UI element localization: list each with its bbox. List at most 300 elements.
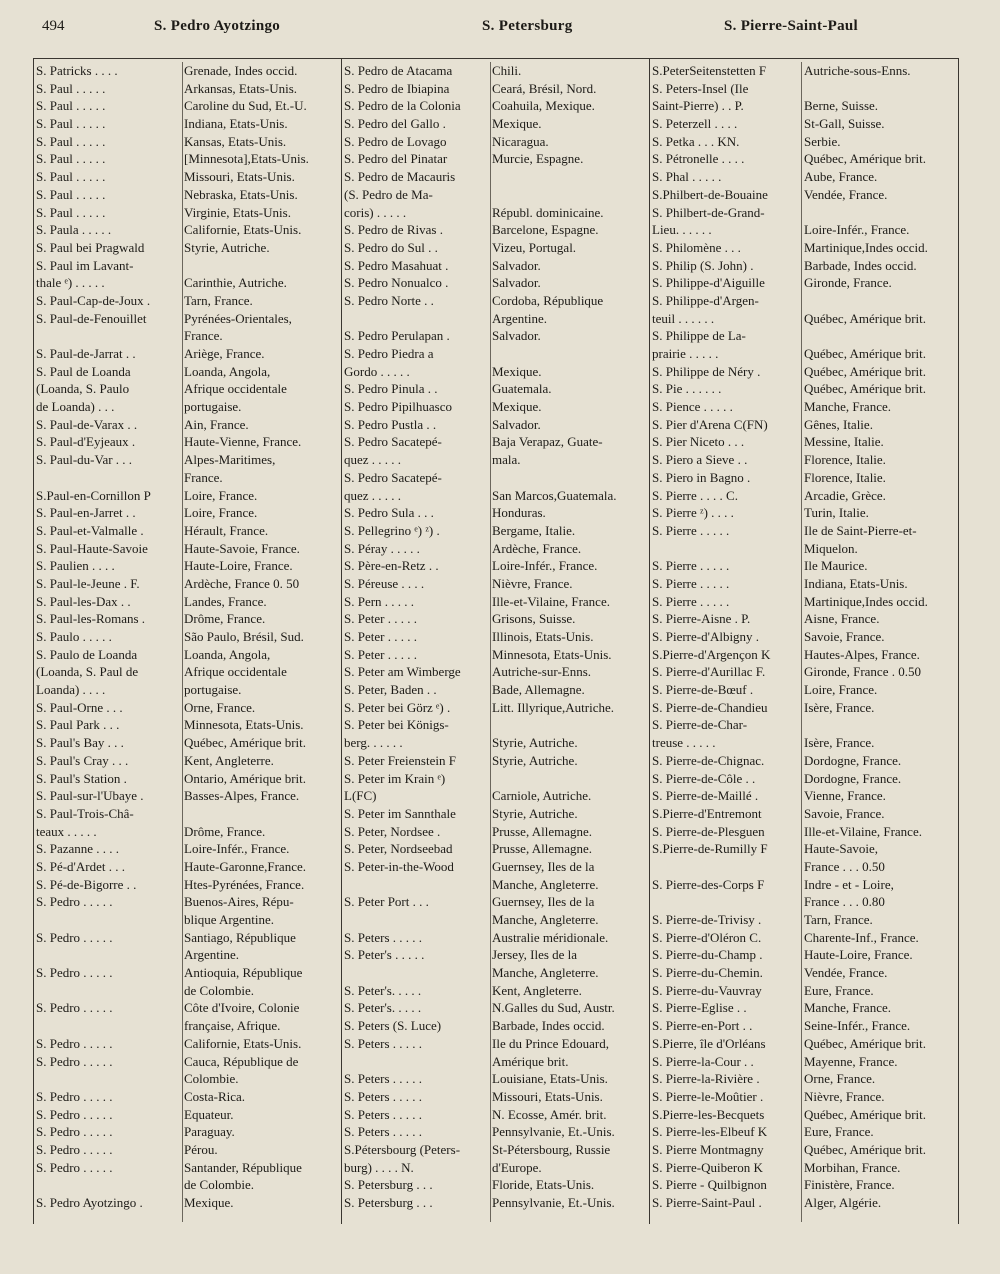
location: Manche, Angleterre. bbox=[492, 876, 599, 892]
place-name bbox=[36, 1070, 178, 1088]
location: Salvador. bbox=[492, 328, 541, 344]
location: Loire, France. bbox=[184, 505, 258, 521]
location bbox=[798, 716, 964, 734]
place-name: de Loanda) . . . bbox=[36, 399, 115, 415]
table-row bbox=[652, 893, 964, 911]
table-row bbox=[36, 257, 344, 275]
table-row bbox=[652, 823, 964, 841]
location: Québec, Amérique brit. bbox=[804, 310, 927, 326]
place-name bbox=[344, 1053, 486, 1071]
location: Manche, Angleterre. bbox=[492, 965, 599, 981]
location: Illinois, Etats-Unis. bbox=[492, 629, 594, 644]
table-row bbox=[36, 1176, 344, 1194]
location: Orne, France. bbox=[184, 699, 256, 715]
location: Dordogne, France. bbox=[804, 770, 902, 786]
location: Pennsylvanie, Et.-Unis. bbox=[492, 1195, 615, 1210]
location: Ille-et-Vilaine, France. bbox=[804, 823, 922, 839]
place-name: S. Peter Port . . . bbox=[344, 894, 429, 910]
table-row bbox=[344, 1053, 646, 1071]
place-name bbox=[652, 893, 798, 911]
table-row bbox=[652, 858, 964, 876]
table-row bbox=[344, 734, 646, 752]
place-name: S. Pierre-la-Cour . . bbox=[652, 1053, 754, 1069]
table-row bbox=[652, 575, 964, 593]
place-name bbox=[344, 876, 486, 894]
place-name: S. Peter . . . . . bbox=[344, 646, 417, 662]
table-row bbox=[36, 274, 344, 292]
table-row bbox=[652, 734, 964, 752]
place-name: S. Paul . . . . . bbox=[36, 98, 106, 114]
table-row bbox=[36, 681, 344, 699]
table-row bbox=[652, 186, 964, 204]
place-name: S. Paul-Orne . . . bbox=[36, 699, 123, 715]
location: Québec, Amérique brit. bbox=[184, 735, 307, 751]
place-name: S. Paul's Cray . . . bbox=[36, 752, 129, 768]
table-row bbox=[36, 575, 344, 593]
place-name: S.Paul-en-Cornillon P bbox=[36, 487, 151, 503]
table-row bbox=[652, 540, 964, 558]
table-row bbox=[652, 982, 964, 1000]
table-row bbox=[652, 469, 964, 487]
table-row bbox=[344, 805, 646, 823]
table-row bbox=[36, 380, 344, 398]
place-name: S. Pedro Sacatepé- bbox=[344, 434, 442, 450]
place-name: quez . . . . . bbox=[344, 487, 402, 503]
location: Californie, Etats-Unis. bbox=[184, 1035, 302, 1051]
place-name: S. Peter-in-the-Wood bbox=[344, 858, 454, 874]
table-row bbox=[652, 310, 964, 328]
table-row bbox=[652, 610, 964, 628]
location bbox=[486, 345, 646, 363]
table-row bbox=[652, 1194, 964, 1212]
location: Québec, Amérique brit. bbox=[804, 151, 927, 167]
table-row bbox=[36, 1123, 344, 1141]
place-name: S. Peter, Baden . . bbox=[344, 682, 437, 698]
place-name: S. Paul . . . . . bbox=[36, 133, 106, 149]
table-row bbox=[36, 663, 344, 681]
location: Jersey, Iles de la bbox=[492, 947, 578, 963]
place-name: S. Peters-Insel (Ile bbox=[652, 80, 749, 96]
place-name: S. Paula . . . . . bbox=[36, 222, 112, 238]
location: Minnesota, Etats-Unis. bbox=[492, 646, 612, 662]
table-row bbox=[36, 150, 344, 168]
location: Manche, France. bbox=[804, 1000, 891, 1016]
place-name bbox=[344, 911, 486, 929]
table-row bbox=[36, 1035, 344, 1053]
table-row bbox=[344, 593, 646, 611]
gazetteer-column-3 bbox=[652, 62, 964, 1212]
location: Ariège, France. bbox=[184, 346, 265, 361]
table-row bbox=[344, 380, 646, 398]
location: Florence, Italie. bbox=[804, 469, 886, 485]
location: Missouri, Etats-Unis. bbox=[492, 1088, 603, 1104]
location: Martinique,Indes occid. bbox=[804, 239, 928, 255]
table-row bbox=[652, 345, 964, 363]
table-row bbox=[652, 1106, 964, 1124]
location: Loire, France. bbox=[184, 487, 258, 503]
table-row bbox=[344, 522, 646, 540]
place-name: S. Philippe de Néry . bbox=[652, 363, 761, 379]
location: blique Argentine. bbox=[184, 912, 275, 927]
place-name: S. Paul im Lavant- bbox=[36, 257, 134, 273]
location: Chili. bbox=[492, 63, 522, 78]
location: France. bbox=[184, 328, 223, 344]
table-row bbox=[652, 433, 964, 451]
table-row bbox=[344, 62, 646, 80]
location: Seine-Infér., France. bbox=[804, 1018, 911, 1034]
place-name: S. Pedro Perulapan . bbox=[344, 328, 450, 344]
place-name bbox=[36, 469, 178, 487]
location: Santander, République bbox=[184, 1159, 302, 1175]
table-row bbox=[344, 97, 646, 115]
place-name: S. Paul Park . . . bbox=[36, 717, 120, 733]
location bbox=[798, 80, 964, 98]
table-row bbox=[344, 752, 646, 770]
place-name: S. Pedro . . . . . bbox=[36, 894, 113, 910]
table-row bbox=[652, 257, 964, 275]
place-name: S. Pierre - Quilbignon bbox=[652, 1177, 767, 1193]
place-name: S. Pedro . . . . . bbox=[36, 1035, 113, 1051]
place-name: S. Pierre-Aisne . P. bbox=[652, 611, 751, 627]
location: Autriche-sous-Enns. bbox=[804, 63, 911, 78]
table-row bbox=[36, 115, 344, 133]
location: Vizeu, Portugal. bbox=[492, 239, 577, 255]
table-row bbox=[652, 787, 964, 805]
place-name: S. Pedro Sula . . . bbox=[344, 505, 434, 521]
table-row bbox=[344, 911, 646, 929]
table-row bbox=[652, 274, 964, 292]
place-name: S. Peter . . . . . bbox=[344, 629, 417, 644]
place-name: S. Paulo de Loanda bbox=[36, 646, 138, 662]
table-row bbox=[344, 204, 646, 222]
place-name: S. Pellegrino ᵉ) ᶻ) . bbox=[344, 522, 440, 538]
place-name: S. Pierre . . . . . bbox=[652, 575, 730, 591]
place-name: S. Pie . . . . . . bbox=[652, 381, 722, 397]
place-name: S. Pierre-les-Elbeuf K bbox=[652, 1124, 768, 1140]
location: Morbihan, France. bbox=[804, 1159, 901, 1175]
location: Indiana, Etats-Unis. bbox=[184, 116, 288, 132]
column-divider bbox=[649, 58, 650, 1224]
table-row bbox=[344, 133, 646, 151]
place-name bbox=[36, 946, 178, 964]
location: française, Afrique. bbox=[184, 1018, 281, 1034]
location: Tarn, France. bbox=[184, 292, 253, 308]
table-row bbox=[36, 239, 344, 257]
place-name: S. Pern . . . . . bbox=[344, 593, 415, 609]
location: Mexique. bbox=[492, 116, 542, 132]
table-row bbox=[652, 557, 964, 575]
table-row bbox=[652, 646, 964, 664]
table-row bbox=[344, 416, 646, 434]
location: Mexique. bbox=[492, 399, 542, 415]
location: Gênes, Italie. bbox=[804, 416, 873, 432]
place-name bbox=[344, 964, 486, 982]
place-name: S. Pedro del Gallo . bbox=[344, 116, 446, 132]
location: Nièvre, France. bbox=[804, 1088, 885, 1104]
location: Salvador. bbox=[492, 275, 541, 291]
place-name: S. Paul-de-Fenouillet bbox=[36, 310, 147, 326]
table-row bbox=[344, 982, 646, 1000]
table-row bbox=[652, 699, 964, 717]
table-row bbox=[36, 787, 344, 805]
location: Aube, France. bbox=[804, 169, 878, 185]
location: Pérou. bbox=[184, 1141, 218, 1157]
place-name: S. Pierre-de-Chandieu bbox=[652, 699, 768, 715]
place-name: S. Peter, Nordseebad bbox=[344, 841, 453, 857]
place-name: S. Pedro de Rivas . bbox=[344, 222, 443, 238]
location: Ile de Saint-Pierre-et- bbox=[804, 522, 917, 538]
table-row bbox=[36, 911, 344, 929]
table-row bbox=[652, 752, 964, 770]
place-name: S. Pierre-du-Champ . bbox=[652, 947, 763, 963]
gazetteer-column-2 bbox=[344, 62, 646, 1212]
table-row bbox=[652, 1017, 964, 1035]
table-row bbox=[344, 1194, 646, 1212]
table-row bbox=[652, 911, 964, 929]
location: Finistère, France. bbox=[804, 1177, 895, 1193]
place-name: S. Peters . . . . . bbox=[344, 1035, 422, 1051]
location: Barbade, Indes occid. bbox=[492, 1018, 605, 1034]
table-row bbox=[652, 1070, 964, 1088]
location: Alpes-Maritimes, bbox=[184, 452, 276, 468]
location: Martinique,Indes occid. bbox=[804, 593, 928, 609]
location bbox=[486, 469, 646, 487]
location: Pennsylvanie, Et.-Unis. bbox=[492, 1124, 615, 1140]
place-name: S. Pedro Pipilhuasco bbox=[344, 399, 452, 415]
table-row bbox=[652, 805, 964, 823]
table-row bbox=[344, 1123, 646, 1141]
place-name: S. Peter bei Königs- bbox=[344, 717, 449, 733]
place-name: S. Peter im Krain ᵉ) bbox=[344, 770, 446, 786]
place-name: S. Pedro . . . . . bbox=[36, 1053, 113, 1069]
place-name: S.Pierre-les-Becquets bbox=[652, 1106, 765, 1122]
table-row bbox=[652, 1176, 964, 1194]
place-name bbox=[36, 911, 178, 929]
table-row bbox=[344, 274, 646, 292]
location: Buenos-Aires, Répu- bbox=[184, 894, 294, 910]
table-row bbox=[344, 115, 646, 133]
table-row bbox=[36, 876, 344, 894]
location: mala. bbox=[492, 452, 521, 468]
place-name: (S. Pedro de Ma- bbox=[344, 186, 433, 202]
location: Htes-Pyrénées, France. bbox=[184, 876, 305, 892]
table-row bbox=[36, 1194, 344, 1212]
location: Baja Verapaz, Guate- bbox=[492, 434, 603, 450]
table-row bbox=[36, 504, 344, 522]
table-row bbox=[652, 681, 964, 699]
location: Côte d'Ivoire, Colonie bbox=[184, 1000, 300, 1016]
place-name: S. Pierre-du-Vauvray bbox=[652, 982, 762, 998]
place-name: S.Pierre-d'Argençon K bbox=[652, 646, 771, 662]
location: Cordoba, République bbox=[492, 292, 604, 308]
place-name: S. Peters . . . . . bbox=[344, 1071, 422, 1087]
location: Turin, Italie. bbox=[804, 505, 869, 521]
location: Coahuila, Mexique. bbox=[492, 98, 595, 114]
table-row bbox=[652, 1053, 964, 1071]
place-name: Saint-Pierre) . . P. bbox=[652, 98, 744, 114]
place-name: S. Petersburg . . . bbox=[344, 1177, 433, 1193]
table-row bbox=[36, 964, 344, 982]
place-name: (Loanda, S. Paul de bbox=[36, 664, 139, 680]
place-name: S. Peter . . . . . bbox=[344, 611, 417, 627]
location: Bade, Allemagne. bbox=[492, 682, 585, 698]
location bbox=[798, 204, 964, 222]
location: Arcadie, Grèce. bbox=[804, 487, 886, 503]
location: Eure, France. bbox=[804, 982, 874, 998]
location: Antioquia, République bbox=[184, 965, 303, 981]
place-name: (Loanda, S. Paulo bbox=[36, 381, 130, 397]
table-row bbox=[652, 398, 964, 416]
table-row bbox=[36, 1106, 344, 1124]
place-name: S. Peter Freienstein F bbox=[344, 752, 456, 768]
location: Haute-Savoie, France. bbox=[184, 540, 300, 556]
place-name: L(FC) bbox=[344, 788, 377, 804]
table-row bbox=[652, 1159, 964, 1177]
place-name: S. Pierre-de-Char- bbox=[652, 717, 748, 733]
place-name: S. Paul-du-Var . . . bbox=[36, 452, 133, 468]
table-row bbox=[36, 221, 344, 239]
table-row bbox=[344, 451, 646, 469]
place-name: S. Philippe-d'Aiguille bbox=[652, 275, 765, 291]
location: Haute-Garonne,France. bbox=[184, 858, 306, 874]
location: Ain, France. bbox=[184, 416, 249, 432]
place-name: S. Pedro de Lovago bbox=[344, 133, 447, 149]
place-name: S. Pierre-Eglise . . bbox=[652, 1000, 747, 1016]
location: Nebraska, Etats-Unis. bbox=[184, 186, 298, 202]
table-row bbox=[652, 770, 964, 788]
place-name: S. Péreuse . . . . bbox=[344, 575, 425, 591]
place-name: S. Peters (S. Luce) bbox=[344, 1018, 442, 1034]
table-row bbox=[36, 646, 344, 664]
table-row bbox=[652, 504, 964, 522]
location: Floride, Etats-Unis. bbox=[492, 1177, 595, 1193]
table-row bbox=[344, 221, 646, 239]
place-name: S. Paul-sur-l'Ubaye . bbox=[36, 788, 144, 804]
location: portugaise. bbox=[184, 682, 242, 698]
location: Gironde, France . 0.50 bbox=[804, 664, 921, 680]
table-row bbox=[36, 946, 344, 964]
location: Caroline du Sud, Et.-U. bbox=[184, 98, 307, 114]
location: Carinthie, Autriche. bbox=[184, 275, 287, 291]
place-name: S. Pierre-du-Chemin. bbox=[652, 965, 763, 981]
location: Isère, France. bbox=[804, 735, 875, 751]
location: Haute-Loire, France. bbox=[804, 947, 913, 963]
location: Ontario, Amérique brit. bbox=[184, 770, 307, 786]
table-row bbox=[36, 80, 344, 98]
place-name: S. Peters . . . . . bbox=[344, 1124, 422, 1140]
place-name: S. Paul-Trois-Châ- bbox=[36, 805, 134, 821]
place-name: S. Pierre-de-Chignac. bbox=[652, 752, 765, 768]
location: Nièvre, France. bbox=[492, 575, 573, 591]
place-name: S. Paul-le-Jeune . F. bbox=[36, 575, 140, 591]
place-name: S. Pétronelle . . . . bbox=[652, 151, 745, 167]
table-row bbox=[36, 893, 344, 911]
place-name: S.Pétersbourg (Peters- bbox=[344, 1141, 461, 1157]
location: Missouri, Etats-Unis. bbox=[184, 169, 295, 185]
table-row bbox=[36, 734, 344, 752]
table-row bbox=[36, 469, 344, 487]
place-name: S. Pier Niceto . . . bbox=[652, 434, 745, 450]
location: Prusse, Allemagne. bbox=[492, 823, 593, 839]
location: Kent, Angleterre. bbox=[184, 752, 274, 768]
column-divider bbox=[33, 58, 34, 1224]
place-name: S. Pedro Norte . . bbox=[344, 292, 434, 308]
location: Litt. Illyrique,Autriche. bbox=[492, 699, 615, 715]
location: Australie méridionale. bbox=[492, 929, 609, 945]
location: Indre - et - Loire, bbox=[804, 876, 894, 892]
place-name: S. Pedro Pustla . . bbox=[344, 416, 437, 432]
place-name: S. Paul-de-Jarrat . . bbox=[36, 346, 136, 361]
location: Gironde, France. bbox=[804, 275, 892, 291]
table-row bbox=[344, 487, 646, 505]
table-row bbox=[344, 310, 646, 328]
place-name bbox=[652, 540, 798, 558]
location: Californie, Etats-Unis. bbox=[184, 222, 302, 238]
place-name: S. Pedro Pinula . . bbox=[344, 381, 438, 397]
place-name: S. Pierre . . . . . bbox=[652, 593, 730, 609]
place-name: S. Philip (S. John) . bbox=[652, 257, 754, 273]
place-name: S. Peters . . . . . bbox=[344, 1106, 422, 1122]
location: Louisiane, Etats-Unis. bbox=[492, 1071, 608, 1087]
place-name: S. Paul's Station . bbox=[36, 770, 127, 786]
table-row bbox=[344, 327, 646, 345]
table-row bbox=[652, 363, 964, 381]
table-row bbox=[652, 1035, 964, 1053]
place-name: S. Pedro de la Colonia bbox=[344, 98, 461, 114]
location: San Marcos,Guatemala. bbox=[492, 487, 617, 503]
table-row bbox=[36, 716, 344, 734]
table-row bbox=[36, 1141, 344, 1159]
table-row bbox=[652, 876, 964, 894]
location: Savoie, France. bbox=[804, 805, 885, 821]
table-row bbox=[36, 752, 344, 770]
place-name: treuse . . . . . bbox=[652, 735, 716, 751]
table-row bbox=[344, 646, 646, 664]
table-row bbox=[652, 1088, 964, 1106]
location bbox=[798, 327, 964, 345]
table-row bbox=[344, 946, 646, 964]
location: Québec, Amérique brit. bbox=[804, 1106, 927, 1122]
table-row bbox=[344, 770, 646, 788]
gazetteer-column-1 bbox=[36, 62, 344, 1212]
place-name: S. Pierre-de-Plesguen bbox=[652, 823, 765, 839]
table-row bbox=[652, 80, 964, 98]
table-row bbox=[652, 380, 964, 398]
location: de Colombie. bbox=[184, 982, 255, 998]
table-row bbox=[36, 398, 344, 416]
location: Guernsey, Iles de la bbox=[492, 894, 595, 910]
table-row bbox=[36, 451, 344, 469]
table-row bbox=[344, 964, 646, 982]
table-row bbox=[652, 204, 964, 222]
table-row bbox=[344, 893, 646, 911]
table-row bbox=[344, 80, 646, 98]
place-name: S. Paul-en-Jarret . . bbox=[36, 505, 136, 521]
table-row bbox=[36, 416, 344, 434]
location: Loire, France. bbox=[804, 682, 878, 698]
place-name: S. Pedro Piedra a bbox=[344, 346, 434, 361]
place-name: S. Pierre . . . . . bbox=[652, 522, 730, 538]
table-row bbox=[36, 593, 344, 611]
place-name: S. Pedro . . . . . bbox=[36, 1106, 113, 1122]
table-row bbox=[344, 1088, 646, 1106]
place-name: S. Philippe de La- bbox=[652, 328, 746, 344]
location: Hautes-Alpes, France. bbox=[804, 646, 920, 662]
place-name: S. Paul-d'Eyjeaux . bbox=[36, 434, 136, 450]
location: Québec, Amérique brit. bbox=[804, 1035, 927, 1051]
table-row bbox=[652, 593, 964, 611]
place-name: S. Pedro do Sul . . bbox=[344, 239, 438, 255]
